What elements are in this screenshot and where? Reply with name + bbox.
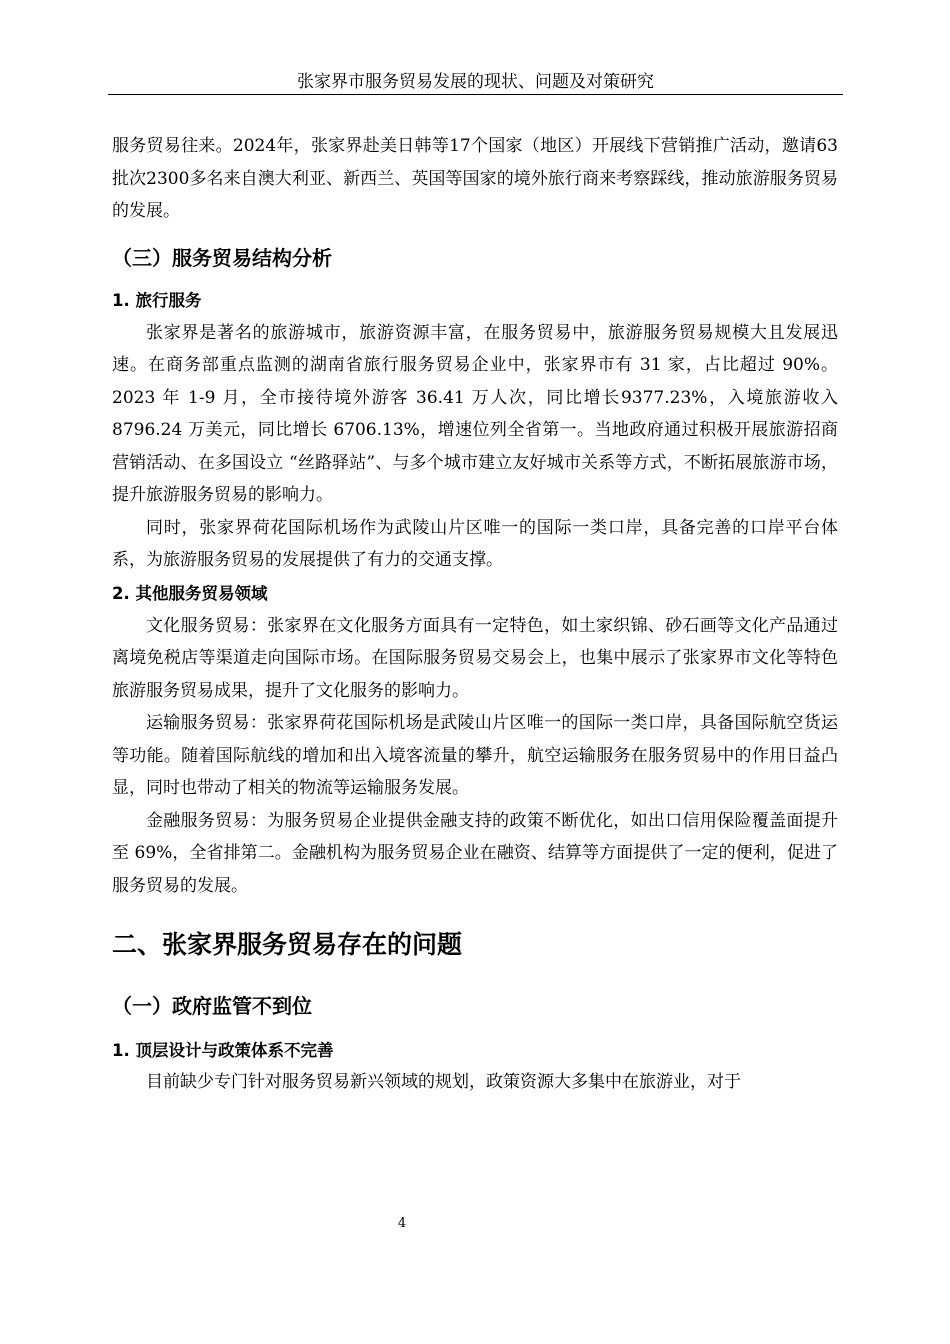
subsection-heading-travel: 1. 旅行服务 xyxy=(112,290,202,310)
paragraph-culture: 文化服务贸易：张家界在文化服务方面具有一定特色，如土家织锦、砂石画等文化产品通过离境免税店等渠道走向国际市场。在国际服务贸易交易会上，也集中展示了张家界市文化等特色旅游服务贸易成果，提升了文化服务的影响力。 xyxy=(112,615,838,701)
paragraph-transport: 运输服务贸易：张家界荷花国际机场是武陵山片区唯一的国际一类口岸，具备国际航空货运等功能。随着国际航线的增加和出入境客流量的攀升，航空运输服务在服务贸易中的作用日益凸显，同时也带动了相关的物流等运输服务发展。 xyxy=(112,713,838,798)
paragraph-travel-2: 同时，张家界荷花国际机场作为武陵山片区唯一的国际一类口岸，具备完善的口岸平台体系，为旅游服务贸易的发展提供了有力的交通支撑。 xyxy=(112,517,838,570)
header-rule xyxy=(108,94,843,95)
subsection-heading-other: 2. 其他服务贸易领域 xyxy=(112,583,268,603)
paragraph-finance: 金融服务贸易：为服务贸易企业提供金融支持的政策不断优化，如出口信用保险覆盖面提升至 69%，全省排第二。金融机构为服务贸易企业在融资、结算等方面提供了一定的便利，促进了服务贸易的发展。 xyxy=(112,810,838,896)
section-heading-structure: （三）服务贸易结构分析 xyxy=(112,245,332,270)
running-header: 张家界市服务贸易发展的现状、问题及对策研究 xyxy=(297,72,654,92)
section-heading-government: （一）政府监管不到位 xyxy=(112,994,312,1018)
chapter-heading-problems: 二、张家界服务贸易存在的问题 xyxy=(112,930,463,959)
subsection-heading-policy: 1. 顶层设计与政策体系不完善 xyxy=(112,1041,334,1060)
page-body xyxy=(112,130,838,1099)
paragraph-intro: 服务贸易往来。2024年，张家界赴美日韩等17个国家（地区）开展线下营销推广活动，邀请63批次2300多名来自澳大利亚、新西兰、英国等国家的境外旅行商来考察踩线，推动旅游服务贸易的发展。 xyxy=(112,136,838,221)
page-number: 4 xyxy=(397,1216,407,1231)
paragraph-policy: 目前缺少专门针对服务贸易新兴领域的规划，政策资源大多集中在旅游业，对于 xyxy=(146,1072,741,1092)
paragraph-travel-1: 张家界是著名的旅游城市，旅游资源丰富，在服务贸易中，旅游服务贸易规模大且发展迅速。在商务部重点监测的湖南省旅行服务贸易企业中，张家界市有 31 家，占比超过 90%。2023 年 1-9 月，全市接待境外游客 36.41 万人次，同比增长9377.23%，入境旅游收入 8796.24 万美元，同比增长 6706.13%，增速位列全省第一。当地政府通过积极开展旅游招商营销活动、在多国设立 “丝路驿站”、与多个城市建立友好城市关系等方式，不断拓展旅游市场，提升旅游服务贸易的影响力。 xyxy=(112,322,838,505)
